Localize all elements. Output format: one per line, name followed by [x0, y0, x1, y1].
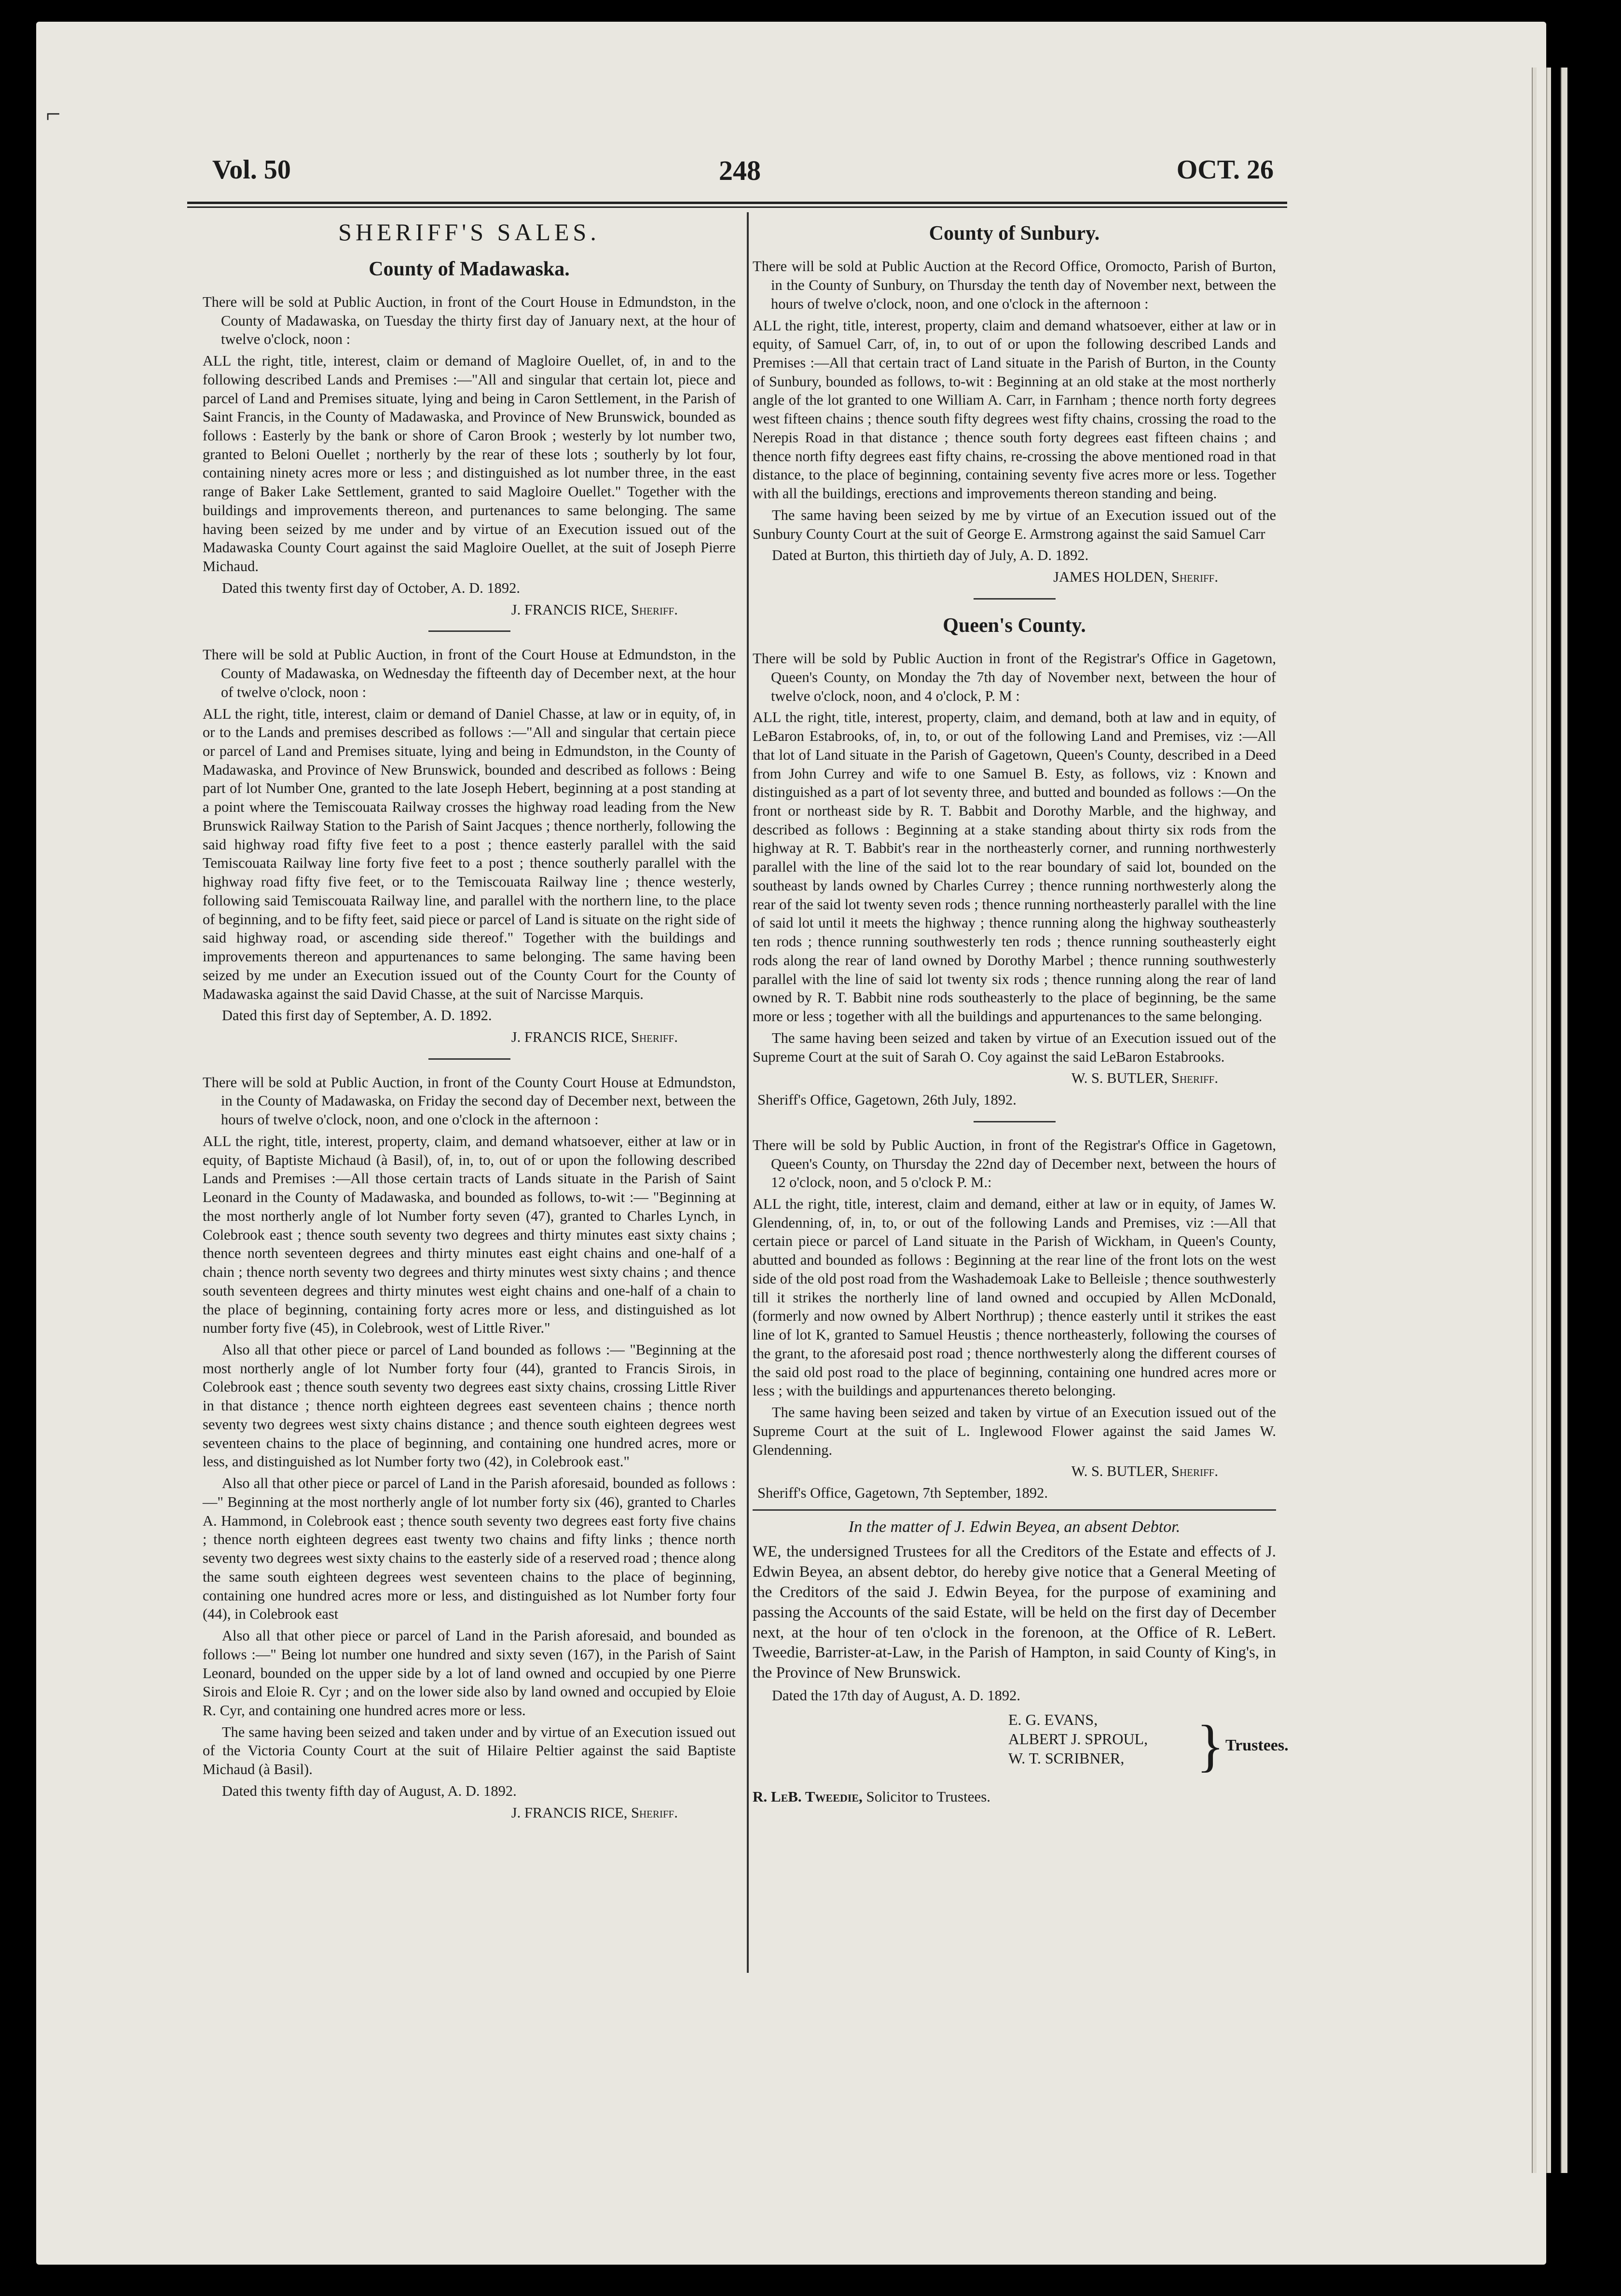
sheriff-name: W. S. BUTLER,	[1071, 1463, 1168, 1480]
solicitor-signature	[753, 1787, 1276, 1806]
trustees-brace: }	[1196, 1713, 1224, 1777]
notice-date: Dated this first day of September, A. D. 1892.	[222, 1007, 492, 1024]
sheriff-signature	[203, 1028, 736, 1047]
notice-seizure: The same having been seized and taken by virtue of an Execution issued out of the Supreme Court at the suit of L. Inglewood Flower against the said James W. Glendenning.	[753, 1404, 1276, 1458]
sheriff-office-date: Sheriff's Office, Gagetown, 7th September, 1892.	[757, 1484, 1048, 1501]
sheriff-signature	[753, 1069, 1276, 1088]
sheriff-office-date: Sheriff's Office, Gagetown, 26th July, 1892.	[757, 1092, 1017, 1108]
county-heading: County of Sunbury.	[929, 222, 1100, 245]
sheriff-signature	[753, 568, 1276, 587]
sale-notice	[753, 649, 1276, 1109]
sale-notice	[753, 257, 1276, 586]
sheriff-title: Sheriff.	[1171, 569, 1218, 586]
notice-body: ALL the right, title, interest, claim or demand of Daniel Chasse, at law or in equity, of, in or to the Lands and premises described as follows :—"All and singular that certain piece or parcel of Land and Premises situate, lying and being in Edmundston, in the County of Madawaska, and Province of New Brunswick, bounded and described as follows : Being part of lot Number One, granted to the late Joseph Hebert, beginning at a post standing at a point where the Temiscouata Railway crosses the highway road leading from the New Brunswick Railway Station to the Parish of Saint Jacques ; thence northerly, following the said highway road fifty five feet to a post ; thence easterly parallel with the said Temiscouata Railway line forty five feet to a post ; thence southerly parallel with the highway road fifty five feet, or to the Temiscouata Railway line ; thence westerly, following said Temiscouata Railway line, and parallel with the northern line, to the place of beginning, and to be fifty feet, said piece or parcel of Land is situate on the right side of said highway road, or ascending side thereof." Together with the buildings and improvements thereon and appurtenances to same belonging. The same having been seized by me under an Execution issued out of the County Court for the County of Madawaska against the said David Chasse, at the suit of Narcisse Marquis.	[203, 705, 736, 1002]
volume-label: Vol. 50	[212, 155, 291, 185]
county-heading: County of Madawaska.	[369, 258, 570, 280]
notice-paragraph: Also all that other piece or parcel of Land bounded as follows :— "Beginning at the most northerly angle of lot Number forty four (44), granted to Francis Sirois, in Colebrook east ; thence south seventy two degrees east sixty chains, crossing Little River in that distance ; thence north eighteen degrees east seventeen chains ; thence north seventy two degrees west sixty chains distance ; and thence south eighteen degrees west seventeen chains to the place of beginning, and containing one hundred acres, more or less, and distinguished as lot Number forty two (42), in Colebrook east."	[203, 1341, 736, 1470]
trustee-name: ALBERT J. SPROUL,	[1008, 1730, 1148, 1748]
notice-paragraph: Also all that other piece or parcel of Land in the Parish aforesaid, bounded as follows :—" Beginning at the most northerly angle of lot number forty six (46), granted to Charles A. Hammond, in Colebrook east ; thence south seventy two degrees east forty five chains ; thence north eighteen degrees east twenty two chains and fifty links ; thence north seventy two degrees west sixty chains to the easterly side of a reserved road ; thence along the same south eighteen degrees west seventeen chains to the place of beginning, containing one hundred acres more or less, and distinguished as lot Number forty four (44), in Colebrook east	[203, 1475, 736, 1623]
trustees-notice-date: Dated the 17th day of August, A. D. 1892.	[772, 1687, 1021, 1704]
sheriff-title: Sheriff.	[1171, 1070, 1218, 1087]
notice-paragraph: The same having been seized and taken under and by virtue of an Execution issued out of the Victoria County Court at the suit of Hilaire Peltier against the said Baptiste Michaud (à Basil).	[203, 1723, 736, 1778]
trustees-signature	[753, 1710, 1289, 1787]
header-rule	[187, 202, 1287, 204]
sheriff-signature	[203, 601, 736, 619]
sheriff-signature	[203, 1804, 736, 1822]
notice-intro: There will be sold by Public Auction in front of the Registrar's Office in Gagetown, Queen's County, on Monday the 7th day of November next, between the hour of twelve o'clock, noon, and 4 o'clock, P. M :	[753, 650, 1276, 704]
sale-notice	[203, 293, 736, 619]
notice-date: Dated this twenty first day of October, A. D. 1892.	[222, 579, 520, 596]
sheriff-name: J. FRANCIS RICE,	[511, 601, 628, 618]
sheriff-title: Sheriff.	[631, 1804, 678, 1821]
trustees-notice	[753, 1517, 1289, 1806]
issue-date: OCT. 26	[1176, 155, 1274, 185]
sale-notice	[753, 1136, 1276, 1503]
divider	[974, 598, 1056, 600]
sheriff-name: JAMES HOLDEN,	[1053, 569, 1168, 586]
divider	[974, 1121, 1056, 1122]
solicitor-name: R. LeB. Tweedie,	[753, 1788, 863, 1805]
trustee-name: W. T. SCRIBNER,	[1008, 1749, 1125, 1767]
page-title: SHERIFF'S SALES.	[338, 219, 600, 246]
notice-date: Dated at Burton, this thirtieth day of July, A. D. 1892.	[772, 547, 1089, 564]
column-divider	[747, 212, 749, 1973]
divider	[428, 1058, 510, 1060]
notice-intro: There will be sold at Public Auction, in front of the County Court House at Edmundston, in the County of Madawaska, on Friday the second day of December next, between the hours of twelve o'clock, noon, and one o'clock in the afternoon :	[203, 1074, 736, 1128]
solicitor-title: Solicitor to Trustees.	[866, 1788, 991, 1805]
sheriff-title: Sheriff.	[1171, 1463, 1218, 1480]
notice-intro: There will be sold by Public Auction, in front of the Registrar's Office in Gagetown, Queen's County, on Thursday the 22nd day of December next, between the hours of 12 o'clock, noon, and 5 o'clock P. M.:	[753, 1136, 1276, 1191]
page-edge	[1561, 68, 1567, 2173]
trustees-notice-title: In the matter of J. Edwin Beyea, an absent Debtor.	[848, 1517, 1181, 1536]
trustee-name: E. G. EVANS,	[1008, 1710, 1098, 1728]
sheriff-name: W. S. BUTLER,	[1071, 1070, 1168, 1087]
trustees-notice-body: WE, the undersigned Trustees for all the Creditors of the Estate and effects of J. Edwin Beyea, an absent debtor, do hereby give notice that a General Meeting of the Creditors of the said J. Edwin Beyea, for the purpose of examining and passing the Accounts of the said Estate, will be held on the first day of December next, at the hour of ten o'clock in the forenoon, at the Office of R. LeBert. Tweedie, Barrister-at-Law, in the Parish of Hampton, in said County of King's, in the Province of New Brunswick.	[753, 1543, 1276, 1682]
notice-body: ALL the right, title, interest, claim or demand of Magloire Ouellet, of, in and to the following described Lands and Premises :—"All and singular that certain lot, piece and parcel of Land and Premises situate, lying and being in Caron Settlement, in the Parish of Saint Francis, in the County of Madawaska, and Province of New Brunswick, bounded as follows : Easterly by the bank or shore of Caron Brook ; westerly by lot number two, granted to Beloni Ouellet ; northerly by the rear of these lots ; southerly by lot four, containing ninety acres more or less ; and distinguished as lot number three, in the east range of Baker Lake Settlement, granted to said Magloire Ouellet." Together with the buildings and improvements thereon, and purtenances to same belonging. The same having been seized by me under and by virtue of an Execution issued out of the Madawaska County Court against the said Magloire Ouellet, at the suit of Joseph Pierre Michaud.	[203, 353, 736, 575]
page-header	[212, 154, 1274, 193]
notice-seizure: The same having been seized and taken by virtue of an Execution issued out of the Supreme Court at the suit of Sarah O. Coy against the said LeBaron Estabrooks.	[753, 1029, 1276, 1065]
notice-seizure: The same having been seized by me by virtue of an Execution issued out of the Sunbury County Court at the suit of George E. Armstrong against the said Samuel Carr	[753, 506, 1276, 542]
notice-date: Dated this twenty fifth day of August, A. D. 1892.	[222, 1782, 517, 1799]
notice-paragraph: Also all that other piece or parcel of Land in the Parish aforesaid, and bounded as follows :—" Being lot number one hundred and sixty seven (167), in the Parish of Saint Leonard, bounded on the upper side by a lot of land owned and occupied by one Pierre Sirois and Eloie R. Cyr ; and on the lower side also by land owned and occupied by Eloie R. Cyr, and containing one hundred acres more or less.	[203, 1627, 736, 1719]
sale-notice	[203, 645, 736, 1046]
page-edge	[1546, 68, 1551, 2173]
page-number: 248	[719, 155, 761, 186]
sheriff-title: Sheriff.	[631, 601, 678, 618]
sheriff-name: J. FRANCIS RICE,	[511, 1804, 628, 1821]
notice-body: ALL the right, title, interest, property, claim, and demand, both at law and in equity, of LeBaron Estabrooks, of, in, to, or out of the following Land and Premises, viz :—All that lot of Land situate in the Parish of Gagetown, Queen's County, described in a Deed from John Currey and wife to one Samuel B. Esty, as follows, viz : Known and distinguished as a part of lot seventy three, and butted and bounded as follows :—On the front or northeast side by R. T. Babbit and Dorothy Marble, and the highway, and described as follows : Beginning at a stake standing about thirty six rods from the highway at R. T. Babbit's rear in the northeasterly corner, and running northwesterly parallel with the line of the said lot to the rear boundary of said lot, bounded on the southeast by lands owned by Charles Currey ; thence running northwesterly along the rear of the said lot twenty seven rods ; thence running northeasterly parallel with the line of said lot until it meets the highway ; thence running along the highway southeasterly ten rods ; thence running southwesterly ten rods ; thence running southeasterly eight rods along the rear of land owned by Dorothy Marbel ; thence running southwesterly parallel with the line of said lot twenty six rods ; thence running along the rear of land owned by R. T. Babbit nine rods southeasterly to the place of beginning, be the same more or less ; together with all the buildings and appurtenances to the same belonging.	[753, 709, 1276, 1025]
right-column	[753, 217, 1289, 1813]
divider	[428, 630, 510, 632]
sheriff-title: Sheriff.	[631, 1029, 678, 1045]
left-column	[203, 217, 736, 1829]
trustees-label: Trustees.	[1225, 1736, 1289, 1754]
sale-notice	[203, 1073, 736, 1822]
trustee-names	[1008, 1710, 1148, 1768]
county-heading: Queen's County.	[943, 614, 1086, 637]
notice-body: ALL the right, title, interest, property, claim, and demand whatsoever, either at law or in equity, of Baptiste Michaud (à Basil), of, in, to, out of or upon the following described Lands and Premises :—All those certain tracts of Lands situate in the Parish of Saint Leonard in the County of Madawaska, and bounded as follows, to-wit :— "Beginning at the most northerly angle of lot Number forty seven (47), granted to Charles Lynch, in Colebrook east ; thence south seventy two degrees and thirty minutes east sixty chains ; thence north seventeen degrees and thirty minutes east eight chains and one-half of a chain ; thence north seventy two degrees and thirty minutes west sixty chains ; and thence south seventeen degrees and thirty minutes west eight chains and one-half of a chain to the place of beginning, containing forty acres more or less, and distinguished as lot number forty five (45), in Colebrook, west of Little River."	[203, 1133, 736, 1337]
notice-intro: There will be sold at Public Auction at the Record Office, Oromocto, Parish of Burton, in the County of Sunbury, on Thursday the tenth day of November next, between the hours of twelve o'clock, noon, and one o'clock in the afternoon :	[753, 258, 1276, 312]
notice-intro: There will be sold at Public Auction, in front of the Court House at Edmundston, in the County of Madawaska, on Wednesday the fifteenth day of December next, at the hour of twelve o'clock, noon :	[203, 646, 736, 700]
page-edge	[1532, 68, 1537, 2173]
header-rule-thin	[187, 206, 1287, 208]
section-rule	[753, 1509, 1276, 1511]
sheriff-signature	[753, 1462, 1276, 1481]
notice-body: ALL the right, title, interest, property, claim and demand whatsoever, either at law or in equity, of Samuel Carr, of, in, to out of or upon the following described Lands and Premises :—All that certain tract of Land situate in the Parish of Burton, in the County of Sunbury, bounded as follows, to-wit : Beginning at an old stake at the most northerly angle of the lot granted to one William A. Carr, in Farnham ; thence north forty degrees west fifteen chains ; thence south fifty degrees west fifty chains, crossing the road to the Nerepis Road in that distance ; thence south forty degrees east fifteen chains ; and thence north fifty degrees east fifty chains, re-crossing the above mentioned road in that distance, to the place of beginning, containing seventy five acres more or less. Together with all the buildings, erections and improvements thereon standing and being.	[753, 317, 1276, 502]
sheriff-name: J. FRANCIS RICE,	[511, 1029, 628, 1045]
notice-intro: There will be sold at Public Auction, in front of the Court House in Edmundston, in the County of Madawaska, on Tuesday the thirty first day of January next, at the hour of twelve o'clock, noon :	[203, 293, 736, 348]
notice-body: ALL the right, title, interest, claim and demand, either at law or in equity, of James W. Glendenning, of, in, to, or out of the following Lands and Premises, viz :—All that certain piece or parcel of Land situate in the Parish of Wickham, in Queen's County, abutted and bounded as follows : Beginning at the rear line of the front lots on the west side of the old post road from the Washademoak Lake to Belleisle ; thence southwesterly till it strikes the northerly line of land owned and occupied by Allen McDonald, (formerly and now owned by Albert Northrup) ; thence easterly until it strikes the east line of lot K, granted to Samuel Heustis ; thence northeasterly, following the courses of the grant, to the aforesaid post road ; thence northwesterly along the different courses of the said old post road to the place of beginning, containing one hundred acres more or less ; with the buildings and appurtenances thereto belonging.	[753, 1195, 1276, 1399]
margin-mark: ⌐	[46, 99, 61, 128]
